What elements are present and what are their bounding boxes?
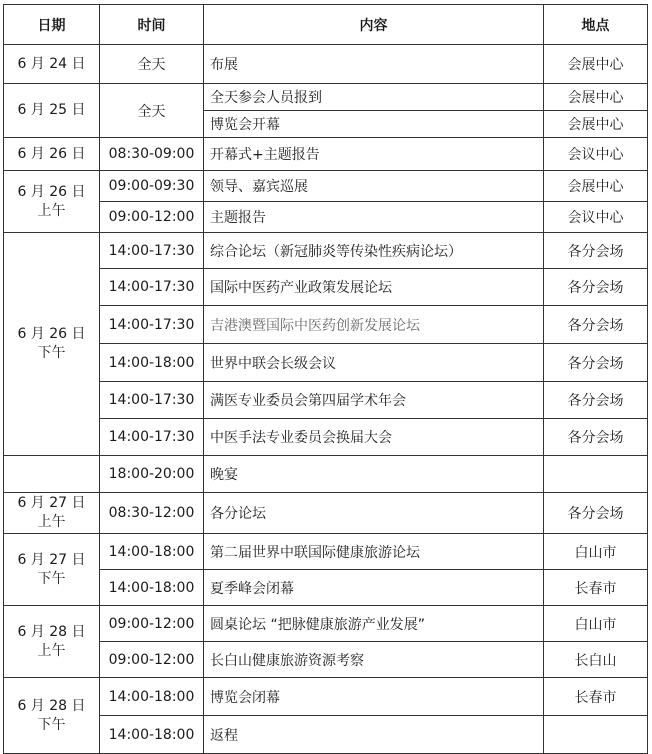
content-cell: 全天参会人员报到 — [204, 84, 544, 111]
content-cell: 布展 — [204, 45, 544, 84]
table-row — [4, 716, 648, 754]
place-cell: 会展中心 — [544, 171, 648, 202]
place-cell: 各分会场 — [544, 493, 648, 534]
place-cell — [544, 456, 648, 493]
date-cell: 6 月 25 日 — [4, 84, 100, 138]
date-cell — [4, 456, 100, 493]
place-cell: 长春市 — [544, 570, 648, 606]
content-cell: 各分论坛 — [204, 493, 544, 534]
table-row — [4, 456, 648, 493]
date-line: 6 月 27 日 — [17, 495, 86, 512]
table-row — [4, 642, 648, 678]
table-row — [4, 493, 648, 534]
schedule-table — [3, 4, 648, 754]
table-row — [4, 138, 648, 171]
place-cell: 长春市 — [544, 678, 648, 716]
time-cell: 14:00-18:00 — [100, 534, 204, 570]
content-cell: 圆桌论坛 “把脉健康旅游产业发展” — [204, 606, 544, 642]
time-cell: 09:00-09:30 — [100, 171, 204, 202]
place-cell: 会议中心 — [544, 202, 648, 233]
table-row — [4, 269, 648, 306]
table-row — [4, 84, 648, 111]
place-cell — [544, 716, 648, 754]
time-cell: 18:00-20:00 — [100, 456, 204, 493]
place-cell: 会展中心 — [544, 111, 648, 138]
date-period: 上午 — [37, 514, 66, 530]
table-row — [4, 306, 648, 344]
place-cell: 白山市 — [544, 606, 648, 642]
time-cell: 14:00-17:30 — [100, 233, 204, 269]
header-place: 地点 — [544, 5, 648, 45]
content-cell: 国际中医药产业政策发展论坛 — [204, 269, 544, 306]
content-cell: 吉港澳暨国际中医药创新发展论坛 — [204, 306, 544, 344]
content-cell: 开幕式+主题报告 — [204, 138, 544, 171]
time-cell: 14:00-18:00 — [100, 716, 204, 754]
time-cell: 09:00-12:00 — [100, 202, 204, 233]
place-cell: 各分会场 — [544, 306, 648, 344]
time-cell: 08:30-12:00 — [100, 493, 204, 534]
table-row — [4, 570, 648, 606]
content-cell: 中医手法专业委员会换届大会 — [204, 419, 544, 456]
header-time: 时间 — [100, 5, 204, 45]
content-cell: 第二届世界中联国际健康旅游论坛 — [204, 534, 544, 570]
table-row — [4, 233, 648, 269]
content-cell: 主题报告 — [204, 202, 544, 233]
date-period: 下午 — [37, 716, 66, 733]
header-date: 日期 — [4, 5, 100, 45]
time-cell: 14:00-17:30 — [100, 382, 204, 419]
place-cell: 会展中心 — [544, 45, 648, 84]
content-cell: 长白山健康旅游资源考察 — [204, 642, 544, 678]
table-row — [4, 606, 648, 642]
table-row — [4, 202, 648, 233]
date-period: 上午 — [37, 202, 66, 219]
table-row — [4, 45, 648, 84]
content-cell: 夏季峰会闭幕 — [204, 570, 544, 606]
date-period: 下午 — [37, 345, 66, 361]
place-cell: 各分会场 — [544, 419, 648, 456]
date-line: 6 月 27 日 — [17, 551, 86, 568]
time-cell: 14:00-18:00 — [100, 570, 204, 606]
header-row — [4, 5, 648, 45]
table-row — [4, 534, 648, 570]
place-cell: 各分会场 — [544, 382, 648, 419]
place-cell: 会展中心 — [544, 84, 648, 111]
time-cell: 14:00-17:30 — [100, 419, 204, 456]
date-cell — [4, 678, 100, 754]
table-row — [4, 171, 648, 202]
place-cell: 各分会场 — [544, 233, 648, 269]
table-row — [4, 678, 648, 716]
time-cell: 全天 — [100, 45, 204, 84]
header-content: 内容 — [204, 5, 544, 45]
time-cell: 14:00-17:30 — [100, 269, 204, 306]
time-cell: 14:00-18:00 — [100, 678, 204, 716]
date-cell — [4, 606, 100, 678]
date-period: 下午 — [37, 570, 66, 587]
content-cell: 博览会闭幕 — [204, 678, 544, 716]
time-cell: 08:30-09:00 — [100, 138, 204, 171]
date-cell — [4, 233, 100, 456]
content-cell: 满医专业委员会第四届学术年会 — [204, 382, 544, 419]
time-cell: 全天 — [100, 84, 204, 138]
place-cell: 会议中心 — [544, 138, 648, 171]
time-cell: 14:00-17:30 — [100, 306, 204, 344]
table-row — [4, 344, 648, 382]
date-cell: 6 月 24 日 — [4, 45, 100, 84]
content-cell: 返程 — [204, 716, 544, 754]
date-line: 6 月 28 日 — [17, 623, 86, 640]
table-row — [4, 419, 648, 456]
date-cell: 6 月 26 日 — [4, 138, 100, 171]
date-period: 上午 — [37, 642, 66, 659]
place-cell: 白山市 — [544, 534, 648, 570]
place-cell: 各分会场 — [544, 344, 648, 382]
time-cell: 09:00-12:00 — [100, 606, 204, 642]
date-cell — [4, 534, 100, 606]
date-line: 6 月 26 日 — [17, 326, 86, 343]
content-cell: 晚宴 — [204, 456, 544, 493]
date-line: 6 月 26 日 — [17, 183, 86, 200]
place-cell: 长白山 — [544, 642, 648, 678]
table-row — [4, 382, 648, 419]
time-cell: 14:00-18:00 — [100, 344, 204, 382]
content-cell: 世界中联会长级会议 — [204, 344, 544, 382]
content-cell: 领导、嘉宾巡展 — [204, 171, 544, 202]
place-cell: 各分会场 — [544, 269, 648, 306]
time-cell: 09:00-12:00 — [100, 642, 204, 678]
date-cell — [4, 493, 100, 534]
content-cell: 博览会开幕 — [204, 111, 544, 138]
content-cell: 综合论坛（新冠肺炎等传染性疾病论坛） — [204, 233, 544, 269]
date-line: 6 月 28 日 — [17, 697, 86, 714]
date-cell — [4, 171, 100, 233]
